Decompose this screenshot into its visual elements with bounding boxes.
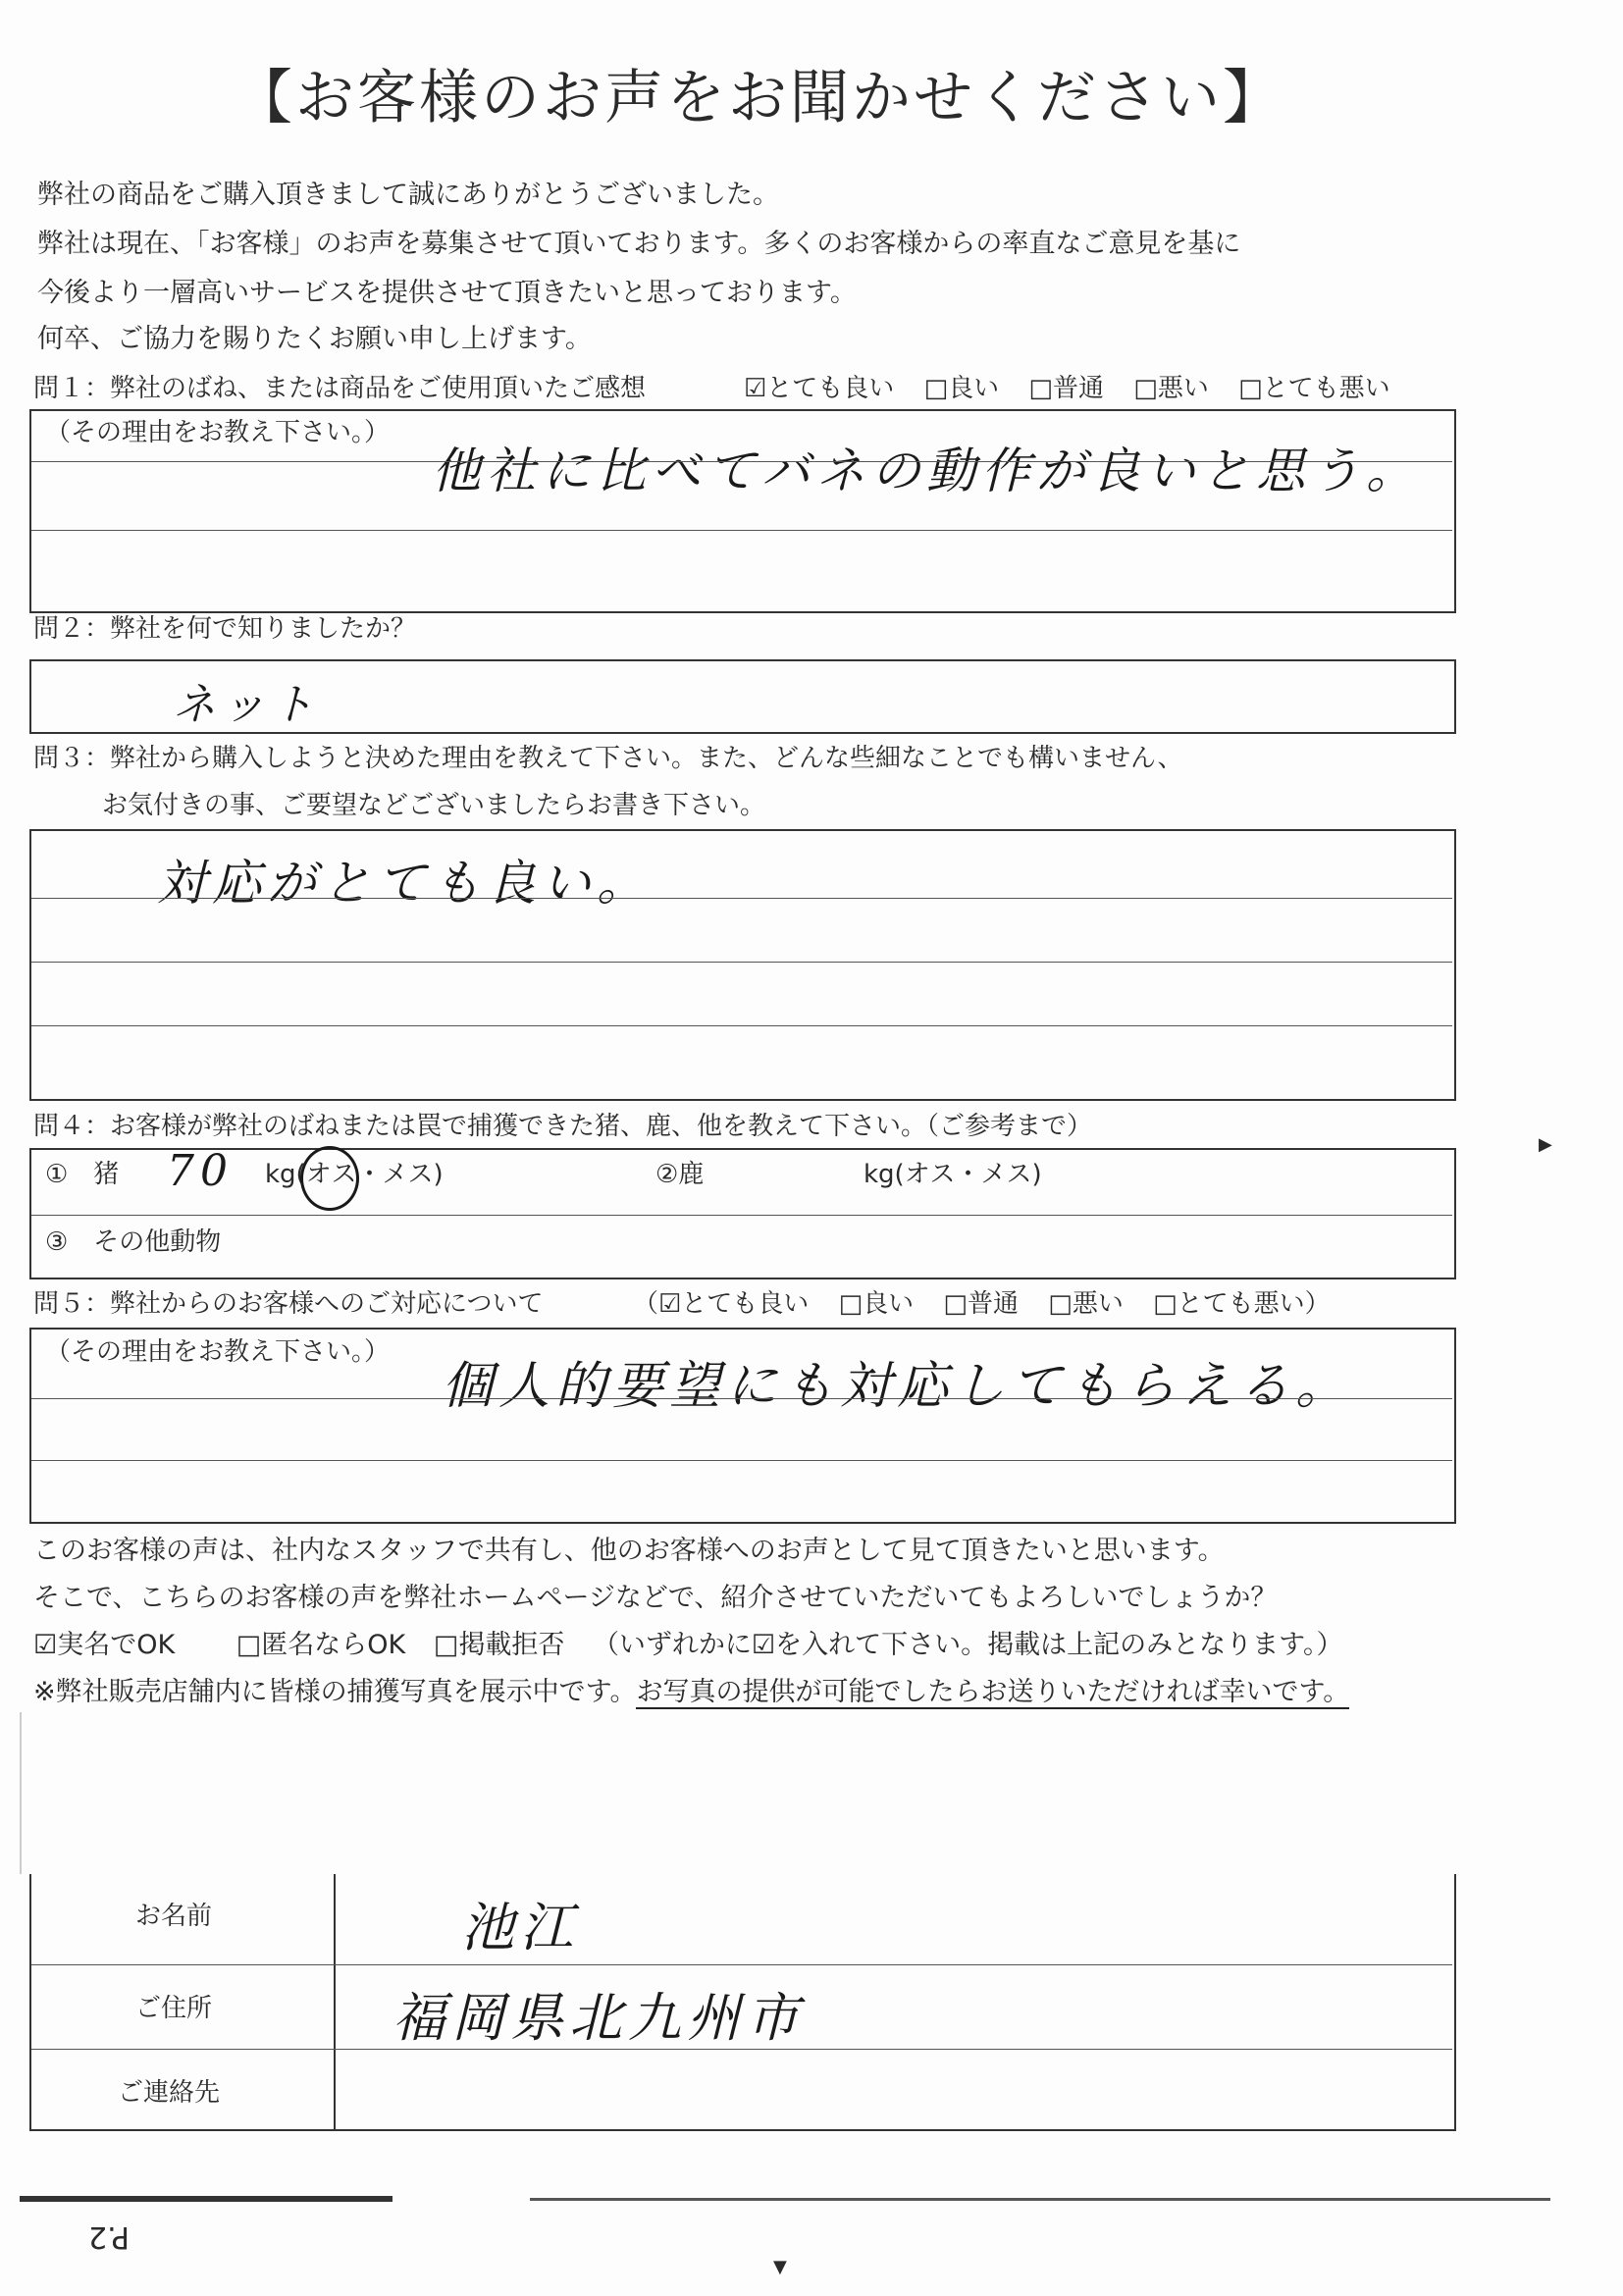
q5-option-good[interactable]: □良い [838, 1289, 915, 1319]
q1-option-very-bad[interactable]: □とても悪い [1238, 374, 1390, 403]
q4-boar-weight: 70 [167, 1146, 234, 1196]
scan-arrow-down-icon: ▼ [773, 2257, 787, 2277]
q5-options [633, 1283, 1352, 1320]
consent-line-2: そこで、こちらのお客様の声を弊社ホームページなどで、紹介させていただいてもよろしいでしょうか？ [33, 1583, 1278, 1613]
q5-handwritten-answer: 個人的要望にも対応してもらえる。 [442, 1357, 1353, 1416]
q1-handwritten-answer: 他社に比べてバネの動作が良いと思う。 [432, 443, 1421, 499]
scan-bar-right [530, 2198, 1550, 2201]
q1-question: 問１：弊社のばね、または商品をご使用頂いたご感想 [33, 374, 647, 403]
q1-line-2 [31, 530, 1452, 531]
intro-line-1: 弊社の商品をご購入頂きまして誠にありがとうございました。 [37, 180, 779, 210]
q3-handwritten-answer: 対応がとても良い。 [157, 855, 652, 912]
intro-line-4: 何卒、ご協力を賜りたくお願い申し上げます。 [37, 324, 592, 354]
q3-question-line-2: お気付きの事、ご要望などございましたらお書き下さい。 [102, 791, 766, 820]
q5-option-bad[interactable]: □悪い [1048, 1289, 1124, 1319]
scan-arrow-right-icon: ▶ [1539, 1134, 1552, 1155]
address-label: ご住所 [135, 1994, 213, 2023]
intro-line-2: 弊社は現在、「お客様」のお声を募集させて頂いております。多くのお客様からの率直なご意見を基に [37, 229, 1241, 259]
q4-row-divider [31, 1215, 1452, 1216]
consent-option-real-name[interactable]: ☑実名でOK [33, 1630, 176, 1660]
q1-option-very-good[interactable]: ☑とても良い [744, 374, 895, 403]
q5-option-very-good[interactable]: （☑とても良い [633, 1289, 810, 1319]
q3-line-2 [31, 962, 1452, 963]
q5-line-1 [31, 1398, 1452, 1399]
name-value[interactable]: 池江 [461, 1897, 579, 1958]
q5-option-very-bad[interactable]: □とても悪い） [1153, 1289, 1331, 1319]
page-number: P.2 [88, 2219, 131, 2254]
consent-option-anonymous[interactable]: □匿名ならOK [236, 1630, 406, 1660]
q4-other-label: ③ その他動物 [45, 1227, 222, 1257]
address-value[interactable]: 福岡県北九州市 [393, 1987, 805, 2049]
photo-note-a: ※弊社販売店舗内に皆様の捕獲写真を展示中です。 [33, 1677, 637, 1707]
q5-line-2 [31, 1460, 1452, 1461]
q3-question-line-1: 問３：弊社から購入しようと決めた理由を教えて下さい。また、どんな些細なことでも構いません、 [33, 744, 1183, 773]
q5-option-average[interactable]: □普通 [943, 1289, 1019, 1319]
consent-options [33, 1623, 1342, 1661]
left-edge-mark [20, 1712, 22, 1874]
q4-deer-label: ②鹿 [655, 1160, 705, 1189]
consent-note: （いずれかに☑を入れて下さい。掲載は上記のみとなります。） [592, 1630, 1343, 1660]
q4-boar-unit: kg(オス・メス) [265, 1160, 444, 1189]
contact-row-divider-1 [31, 1964, 1452, 1965]
q3-line-1 [31, 898, 1452, 899]
q1-reason-prompt: （その理由をお教え下さい。） [45, 418, 391, 447]
name-label: お名前 [135, 1902, 213, 1931]
q2-question: 問２：弊社を何で知りましたか？ [33, 614, 417, 644]
photo-note-b: お写真の提供が可能でしたらお送りいただければ幸いです。 [636, 1677, 1350, 1707]
q4-sex-circle-mark [300, 1146, 359, 1211]
q1-option-average[interactable]: □普通 [1028, 374, 1104, 403]
q4-answer-box[interactable] [29, 1148, 1456, 1279]
q4-deer-unit: kg(オス・メス) [864, 1160, 1042, 1189]
scan-bar-left [20, 2196, 393, 2202]
intro-line-3: 今後より一層高いサービスを提供させて頂きたいと思っております。 [37, 278, 857, 308]
consent-line-1: このお客様の声は、社内なスタッフで共有し、他のお客様へのお声として見て頂きたいと思います。 [33, 1536, 1225, 1566]
phone-label: ご連絡先 [118, 2078, 221, 2108]
q5-reason-prompt: （その理由をお教え下さい。） [45, 1337, 391, 1367]
photo-note [33, 1670, 1349, 1708]
consent-option-decline[interactable]: □掲載拒否 [433, 1630, 565, 1660]
contact-table-column-divider [334, 1874, 336, 2129]
q4-question: 問４：お客様が弊社のばねまたは罠で捕獲できた猪、鹿、他を教えて下さい。（ご参考まで） [33, 1112, 1093, 1141]
q1-option-good[interactable]: □良い [923, 374, 1000, 403]
q5-question: 問５：弊社からのお客様へのご対応について [33, 1289, 544, 1319]
q1-line-1 [31, 461, 1452, 462]
q2-handwritten-answer: ネット [173, 680, 320, 730]
q3-line-3 [31, 1025, 1452, 1026]
page-title: 【お客様のお声をお聞かせください】 [234, 64, 1284, 132]
q1-options [744, 368, 1412, 404]
q4-boar-label: ① 猪 [45, 1160, 120, 1189]
q1-option-bad[interactable]: □悪い [1133, 374, 1209, 403]
